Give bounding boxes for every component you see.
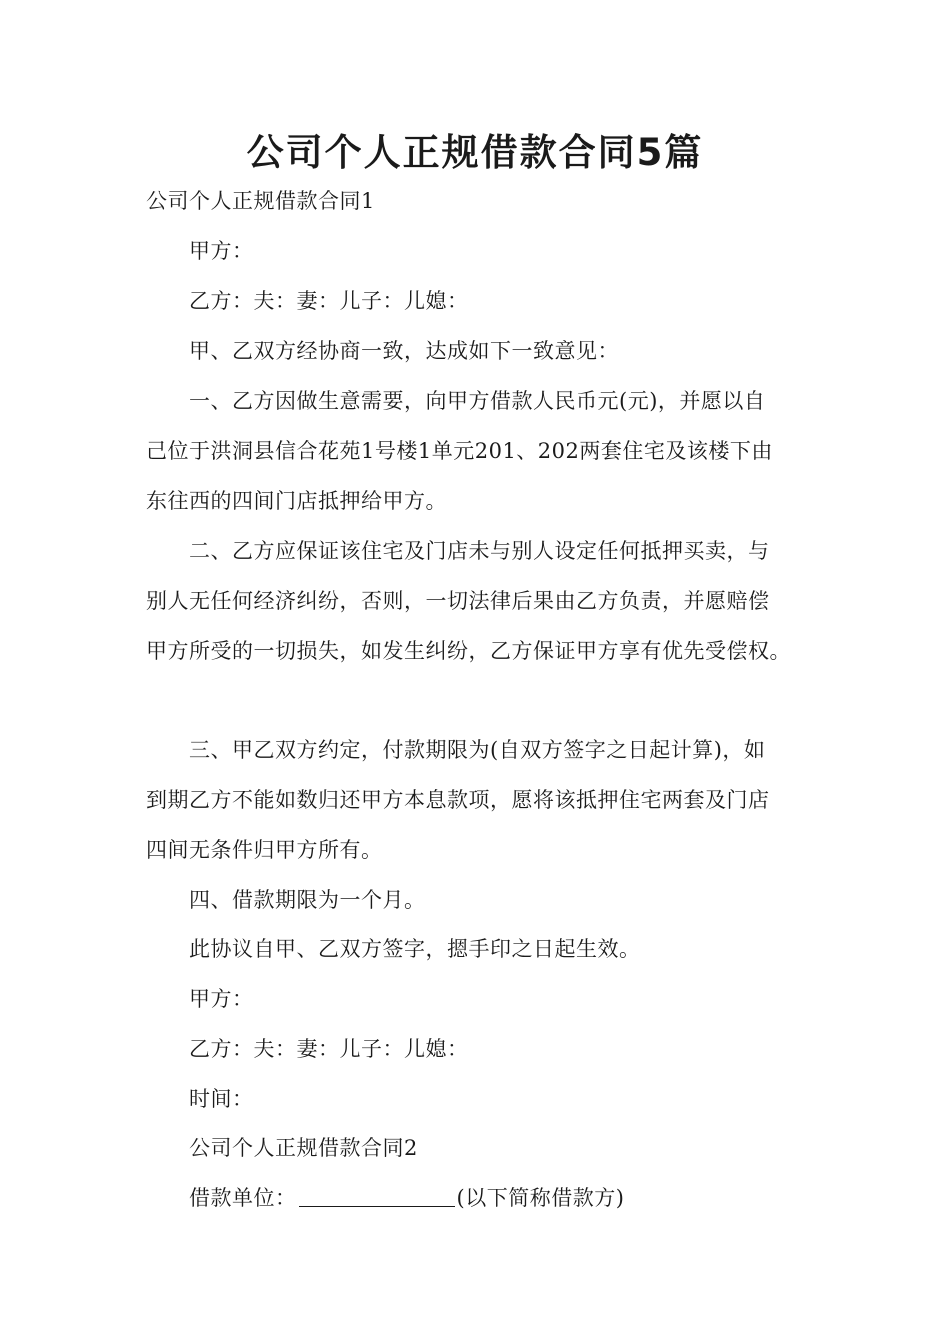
- signature-party-a: 甲方：: [189, 987, 254, 1011]
- signature-party-b: 乙方：夫：妻：儿子：儿媳：: [189, 1037, 469, 1061]
- clause-2-line-3: 甲方所受的一切损失，如发生纠纷，乙方保证甲方享有优先受偿权。: [146, 639, 791, 663]
- clause-3-line-2: 到期乙方不能如数归还甲方本息款项，愿将该抵押住宅两套及门店: [146, 788, 770, 812]
- party-b-line: 乙方：夫：妻：儿子：儿媳：: [189, 289, 469, 313]
- clause-3-line-1: 三、甲乙双方约定，付款期限为(自双方签字之日起计算)，如: [189, 738, 766, 762]
- document-title: 公司个人正规借款合同5篇: [246, 131, 704, 174]
- party-a-line: 甲方：: [189, 239, 254, 263]
- clause-1-line-2: 己位于洪洞县信合花苑1号楼1单元201、202两套住宅及该楼下由: [146, 439, 773, 463]
- borrower-suffix: (以下简称借款方): [456, 1186, 625, 1210]
- agreement-intro: 甲、乙双方经协商一致，达成如下一致意见：: [189, 339, 619, 363]
- clause-2-line-1: 二、乙方应保证该住宅及门店未与别人设定任何抵押买卖，与: [189, 539, 770, 563]
- clause-4: 四、借款期限为一个月。: [189, 888, 426, 912]
- clause-1-line-3: 东往西的四间门店抵押给甲方。: [146, 489, 447, 513]
- borrower-line: [189, 1183, 624, 1213]
- borrower-blank-field: [299, 1184, 455, 1207]
- effective-clause: 此协议自甲、乙双方签字，摁手印之日起生效。: [189, 937, 641, 961]
- borrower-label: 借款单位：: [189, 1186, 297, 1210]
- clause-1-line-1: 一、乙方因做生意需要，向甲方借款人民币元(元)，并愿以自: [189, 389, 766, 413]
- clause-2-line-2: 别人无任何经济纠纷，否则，一切法律后果由乙方负责，并愿赔偿: [146, 589, 770, 613]
- signature-date: 时间：: [189, 1087, 254, 1111]
- clause-3-line-3: 四间无条件归甲方所有。: [146, 838, 383, 862]
- section-heading-1: 公司个人正规借款合同1: [146, 189, 375, 213]
- section-heading-2: 公司个人正规借款合同2: [189, 1136, 418, 1160]
